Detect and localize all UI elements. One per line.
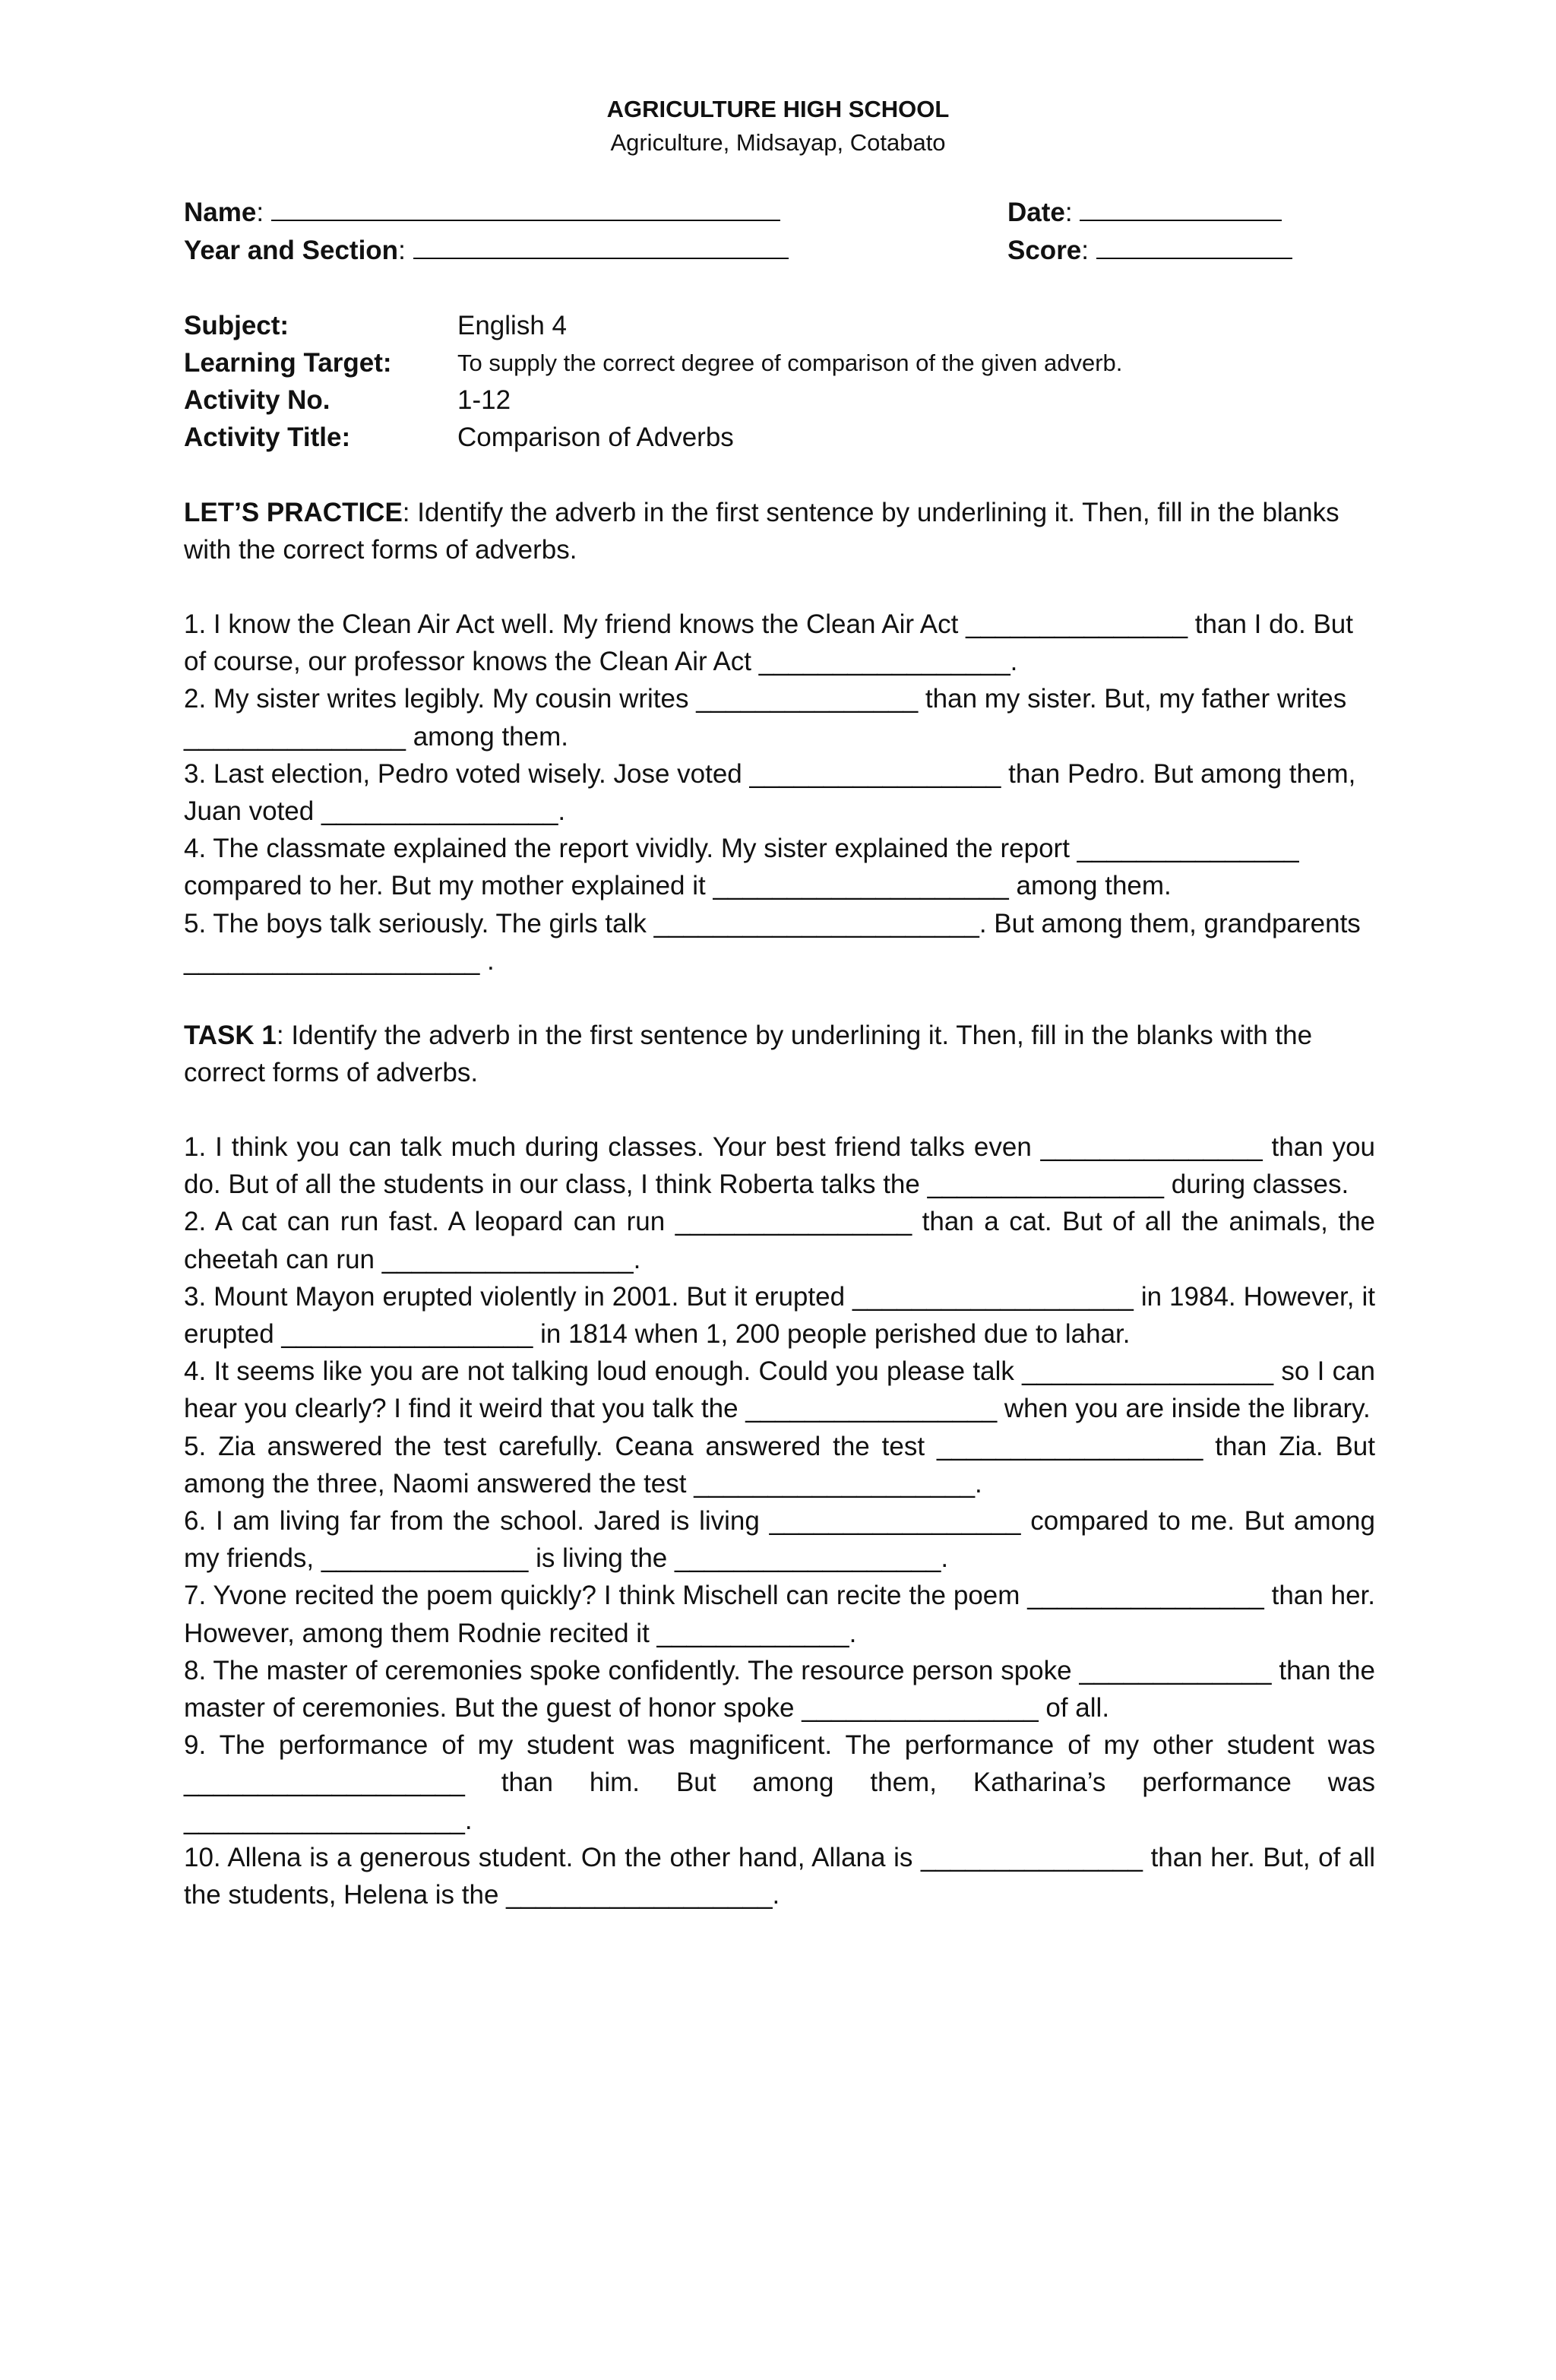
score-colon: : xyxy=(1081,236,1090,265)
learning-target-value: To supply the correct degree of comparison of the given adverb. xyxy=(457,350,1123,376)
practice-item: 1. I know the Clean Air Act well. My friend knows the Clean Air Act _______________ than I do. But of course, our professor knows the Clean Air Act _________________. xyxy=(184,609,1353,677)
practice-item: 3. Last election, Pedro voted wisely. Jose voted _________________ than Pedro. But among them, Juan voted ________________. xyxy=(184,758,1356,827)
task1-item: 1. I think you can talk much during classes. Your best friend talks even _______________ than you do. But of all the students in our class, I think Roberta talks the ________________ during classes. xyxy=(184,1132,1375,1200)
task1-item: 10. Allena is a generous student. On the other hand, Allana is _______________ than her. But, of all the students, Helena is the __________________. xyxy=(184,1842,1375,1910)
practice-instruction-text: : Identify the adverb in the first sentence by underlining it. Then, fill in the blanks with the correct forms of adverbs. xyxy=(184,498,1339,565)
practice-items xyxy=(184,606,1375,980)
year-section-colon: : xyxy=(398,236,406,265)
subject-label: Subject: xyxy=(184,311,289,340)
task1-item: 7. Yvone recited the poem quickly? I think Mischell can recite the poem ________________ than her. However, among them Rodnie recited it _____________. xyxy=(184,1581,1375,1648)
school-address: Agriculture, Midsayap, Cotabato xyxy=(610,129,946,156)
activity-no-value: 1-12 xyxy=(457,385,511,415)
practice-section xyxy=(184,494,1375,568)
date-blank[interactable] xyxy=(1080,195,1282,221)
task1-items xyxy=(184,1128,1375,1913)
task1-item: 8. The master of ceremonies spoke confidently. The resource person spoke _____________ than the master of ceremonies. But the guest of honor spoke ________________ of all. xyxy=(184,1655,1375,1723)
practice-item: 4. The classmate explained the report vividly. My sister explained the report _______________ compared to her. But my mother explained it ____________________ among them. xyxy=(184,834,1299,901)
task1-item: 4. It seems like you are not talking loud enough. Could you please talk _________________ so I can hear you clearly? I find it weird that you talk the _________________ when you are inside the library. xyxy=(184,1356,1375,1424)
year-section-label: Year and Section xyxy=(184,236,399,265)
task1-item: 5. Zia answered the test carefully. Ceana answered the test __________________ than Zia. But among the three, Naomi answered the test ___________________. xyxy=(184,1431,1375,1499)
task1-item: 6. I am living far from the school. Jared is living _________________ compared to me. But among my friends, ______________ is living the __________________. xyxy=(184,1506,1375,1574)
activity-title-value: Comparison of Adverbs xyxy=(457,423,734,452)
practice-item: 2. My sister writes legibly. My cousin writes _______________ than my sister. But, my father writes _______________ among them. xyxy=(184,684,1347,752)
score-blank[interactable] xyxy=(1096,233,1292,259)
task1-instruction xyxy=(184,1017,1375,1091)
date-label: Date xyxy=(1007,198,1065,227)
practice-instruction xyxy=(184,494,1375,568)
practice-item: 5. The boys talk seriously. The girls talk ______________________. But among them, grandparents ____________________ . xyxy=(184,908,1361,976)
practice-heading: LET’S PRACTICE xyxy=(184,498,403,527)
subject-value: English 4 xyxy=(457,311,567,340)
task1-item: 3. Mount Mayon erupted violently in 2001. But it erupted ___________________ in 1984. However, it erupted _________________ in 1814 when 1, 200 people perished due to lahar. xyxy=(184,1281,1375,1350)
name-label: Name xyxy=(184,198,257,227)
score-field xyxy=(1007,233,1292,269)
name-blank[interactable] xyxy=(271,195,780,221)
task1-item: 9. The performance of my student was magnificent. The performance of my other student was ___________________ than him. But among them, Katharina’s performance was ___________________. xyxy=(184,1730,1375,1835)
task1-section xyxy=(184,1017,1375,1091)
date-colon: : xyxy=(1064,198,1073,227)
task1-instruction-text: : Identify the adverb in the first sentence by underlining it. Then, fill in the blanks with the correct forms of adverbs. xyxy=(184,1021,1313,1088)
score-label: Score xyxy=(1007,236,1082,265)
name-field xyxy=(184,195,780,231)
activity-title-label: Activity Title: xyxy=(184,423,351,452)
task1-item: 2. A cat can run fast. A leopard can run ________________ than a cat. But of all the animals, the cheetah can run _________________. xyxy=(184,1207,1375,1274)
year-section-blank[interactable] xyxy=(413,233,789,259)
school-name: AGRICULTURE HIGH SCHOOL xyxy=(606,96,950,122)
learning-target-label: Learning Target: xyxy=(184,348,392,378)
year-section-field xyxy=(184,233,789,269)
name-colon: : xyxy=(256,198,264,227)
document-header xyxy=(0,93,1556,160)
activity-no-label: Activity No. xyxy=(184,385,330,415)
date-field xyxy=(1007,195,1282,231)
task1-heading: TASK 1 xyxy=(184,1021,277,1050)
